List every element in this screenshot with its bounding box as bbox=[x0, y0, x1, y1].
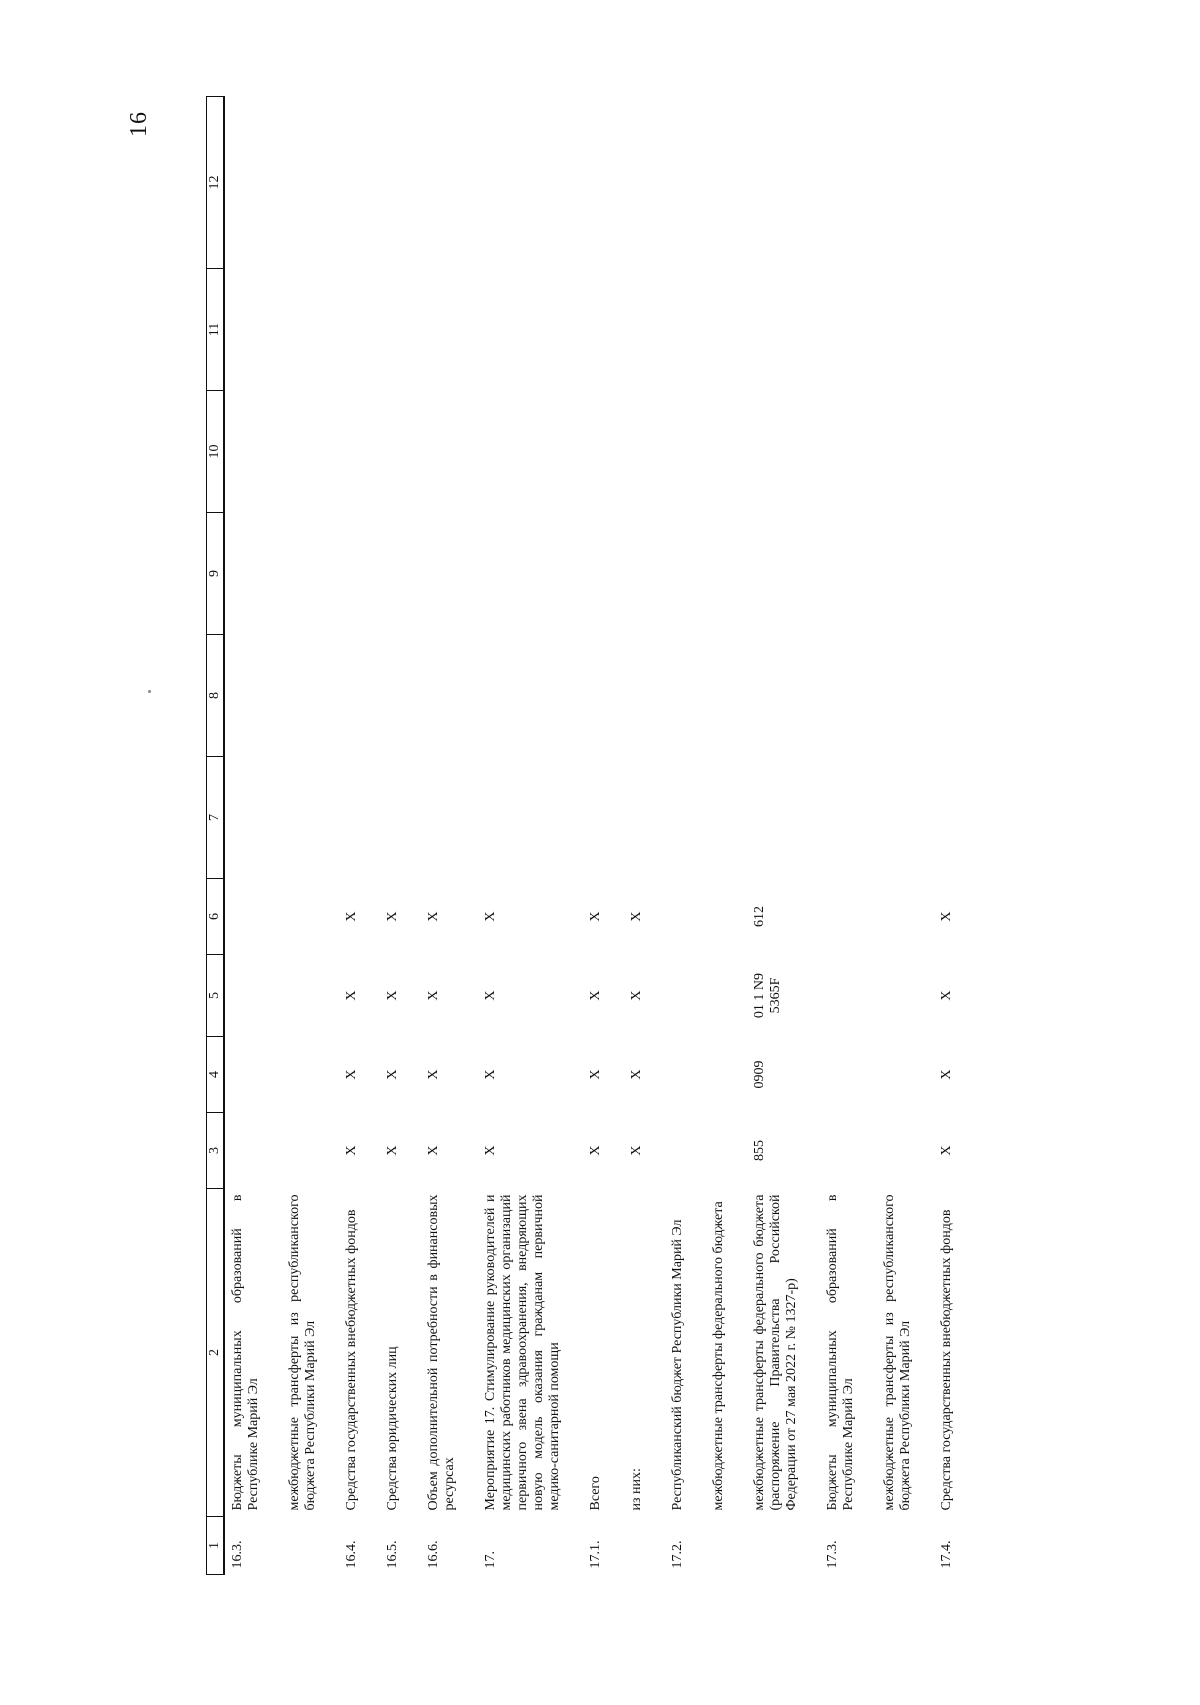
cell-col-9 bbox=[747, 513, 820, 635]
row-description: Объем дополнительной потребности в финансовых ресурсах bbox=[426, 1194, 457, 1511]
cell-col-10 bbox=[339, 391, 380, 513]
cell-col-9 bbox=[380, 513, 421, 635]
cell-col-6 bbox=[706, 879, 747, 955]
cell-col-7 bbox=[747, 757, 820, 879]
table-row bbox=[706, 97, 747, 1575]
cell-col-11 bbox=[478, 269, 583, 391]
cell-col-10 bbox=[665, 391, 706, 513]
cell-col-8 bbox=[624, 635, 665, 757]
cell-col-3 bbox=[224, 1113, 282, 1189]
cell-col-3 bbox=[706, 1113, 747, 1189]
cell-col-3: Х bbox=[426, 1145, 441, 1156]
cell-col-11 bbox=[877, 269, 934, 391]
header-cell: 11 bbox=[207, 269, 225, 391]
cell-col-9 bbox=[877, 513, 934, 635]
row-number: 16.3. bbox=[230, 1540, 245, 1569]
cell-col-12 bbox=[877, 97, 934, 269]
table-row bbox=[478, 97, 583, 1575]
row-number: 17.4. bbox=[939, 1540, 954, 1569]
cell-col-8 bbox=[224, 635, 282, 757]
table-body bbox=[224, 97, 975, 1575]
row-description: Бюджеты муниципальных образований в Республике Марий Эл bbox=[230, 1194, 261, 1511]
cell-col-10 bbox=[478, 391, 583, 513]
cell-col-7 bbox=[820, 757, 877, 879]
cell-col-4: Х bbox=[629, 1069, 644, 1080]
table-row bbox=[224, 97, 282, 1575]
cell-col-6: Х bbox=[588, 911, 603, 922]
row-number: 17.3. bbox=[825, 1540, 840, 1569]
cell-col-3: 855 bbox=[752, 1140, 767, 1161]
cell-col-12 bbox=[820, 97, 877, 269]
header-cell: 9 bbox=[207, 513, 225, 635]
row-number bbox=[706, 1517, 747, 1575]
cell-col-11 bbox=[706, 269, 747, 391]
cell-col-5: Х bbox=[588, 990, 603, 1001]
cell-col-3 bbox=[665, 1113, 706, 1189]
cell-col-12 bbox=[665, 97, 706, 269]
header-cell: 2 bbox=[207, 1189, 225, 1517]
row-number: 16.6. bbox=[426, 1540, 441, 1569]
cell-col-8 bbox=[583, 635, 624, 757]
cell-col-9 bbox=[820, 513, 877, 635]
cell-col-6: 612 bbox=[752, 906, 767, 927]
cell-col-7 bbox=[380, 757, 421, 879]
cell-col-7 bbox=[224, 757, 282, 879]
cell-col-4: Х bbox=[385, 1069, 400, 1080]
cell-col-3: Х bbox=[588, 1145, 603, 1156]
cell-col-4 bbox=[282, 1037, 339, 1113]
cell-col-10 bbox=[706, 391, 747, 513]
cell-col-12 bbox=[421, 97, 478, 269]
row-description: межбюджетные трансферты федерального бюджета (распоряжение Правительства Российской Федерации от 27 мая 2022 г. № 1327-р) bbox=[752, 1194, 799, 1511]
cell-col-6: Х bbox=[385, 911, 400, 922]
cell-col-12 bbox=[624, 97, 665, 269]
cell-col-5: Х bbox=[344, 990, 359, 1001]
cell-col-9 bbox=[934, 513, 975, 635]
cell-col-6 bbox=[820, 879, 877, 955]
row-description: Средства государственных внебюджетных фондов bbox=[344, 1209, 359, 1511]
cell-col-5 bbox=[224, 955, 282, 1037]
row-number: 17.1. bbox=[588, 1540, 603, 1569]
cell-col-4 bbox=[877, 1037, 934, 1113]
row-number: 16.4. bbox=[344, 1540, 359, 1569]
table-row bbox=[624, 97, 665, 1575]
cell-col-9 bbox=[339, 513, 380, 635]
cell-col-4 bbox=[820, 1037, 877, 1113]
cell-col-10 bbox=[747, 391, 820, 513]
row-description: межбюджетные трансферты из республиканского бюджета Республики Марий Эл bbox=[287, 1194, 318, 1511]
table-row bbox=[665, 97, 706, 1575]
cell-col-4: 0909 bbox=[752, 1060, 767, 1089]
header-cell: 4 bbox=[207, 1037, 225, 1113]
cell-col-4 bbox=[665, 1037, 706, 1113]
cell-col-12 bbox=[583, 97, 624, 269]
cell-col-12 bbox=[934, 97, 975, 269]
row-description: Средства юридических лиц bbox=[385, 1346, 400, 1511]
table-row bbox=[282, 97, 339, 1575]
header-cell: 5 bbox=[207, 955, 225, 1037]
cell-col-10 bbox=[820, 391, 877, 513]
cell-col-7 bbox=[877, 757, 934, 879]
row-number: 16.5. bbox=[385, 1540, 400, 1569]
cell-col-3: Х bbox=[385, 1145, 400, 1156]
cell-col-5: 01 1 N9 5365F bbox=[752, 972, 783, 1019]
cell-col-6 bbox=[224, 879, 282, 955]
cell-col-7 bbox=[282, 757, 339, 879]
cell-col-12 bbox=[478, 97, 583, 269]
cell-col-10 bbox=[934, 391, 975, 513]
cell-col-5: Х bbox=[385, 990, 400, 1001]
table-row bbox=[339, 97, 380, 1575]
row-description: Всего bbox=[588, 1476, 603, 1511]
cell-col-8 bbox=[877, 635, 934, 757]
cell-col-10 bbox=[282, 391, 339, 513]
header-cell: 8 bbox=[207, 635, 225, 757]
cell-col-12 bbox=[224, 97, 282, 269]
cell-col-11 bbox=[421, 269, 478, 391]
cell-col-6: Х bbox=[483, 911, 498, 922]
cell-col-9 bbox=[478, 513, 583, 635]
cell-col-7 bbox=[934, 757, 975, 879]
cell-col-6: Х bbox=[344, 911, 359, 922]
cell-col-8 bbox=[820, 635, 877, 757]
cell-col-6 bbox=[282, 879, 339, 955]
row-number bbox=[877, 1517, 934, 1575]
cell-col-5: Х bbox=[483, 990, 498, 1001]
cell-col-7 bbox=[339, 757, 380, 879]
row-number bbox=[624, 1517, 665, 1575]
cell-col-6 bbox=[877, 879, 934, 955]
header-cell: 6 bbox=[207, 879, 225, 955]
cell-col-8 bbox=[665, 635, 706, 757]
cell-col-8 bbox=[934, 635, 975, 757]
column-number-header bbox=[207, 97, 225, 1575]
cell-col-8 bbox=[380, 635, 421, 757]
page-number: 16 bbox=[126, 111, 152, 137]
cell-col-4: Х bbox=[939, 1069, 954, 1080]
row-description: Мероприятие 17. Стимулирование руководителей и медицинских работников медицинских организаций первичного звена здравоохранения, внедряющих новую модель оказания гражданам первичной медико-санитарной помощи bbox=[483, 1194, 562, 1511]
cell-col-7 bbox=[421, 757, 478, 879]
cell-col-3 bbox=[282, 1113, 339, 1189]
row-description: межбюджетные трансферты федерального бюджета bbox=[711, 1201, 726, 1511]
cell-col-9 bbox=[224, 513, 282, 635]
cell-col-7 bbox=[583, 757, 624, 879]
cell-col-5: Х bbox=[629, 990, 644, 1001]
cell-col-9 bbox=[421, 513, 478, 635]
cell-col-11 bbox=[282, 269, 339, 391]
row-description: из них: bbox=[629, 1468, 644, 1511]
row-number: 17.2. bbox=[670, 1540, 685, 1569]
cell-col-4: Х bbox=[344, 1069, 359, 1080]
cell-col-10 bbox=[380, 391, 421, 513]
table-row bbox=[380, 97, 421, 1575]
cell-col-3: Х bbox=[629, 1145, 644, 1156]
table-row bbox=[934, 97, 975, 1575]
cell-col-10 bbox=[624, 391, 665, 513]
row-number bbox=[282, 1517, 339, 1575]
cell-col-5 bbox=[820, 955, 877, 1037]
header-cell: 12 bbox=[207, 97, 225, 269]
cell-col-4 bbox=[706, 1037, 747, 1113]
cell-col-3 bbox=[877, 1113, 934, 1189]
cell-col-3 bbox=[820, 1113, 877, 1189]
cell-col-9 bbox=[624, 513, 665, 635]
cell-col-8 bbox=[478, 635, 583, 757]
cell-col-11 bbox=[665, 269, 706, 391]
table-row bbox=[583, 97, 624, 1575]
row-description: межбюджетные трансферты из республиканского бюджета Республики Марий Эл bbox=[882, 1194, 913, 1511]
cell-col-6 bbox=[665, 879, 706, 955]
cell-col-9 bbox=[706, 513, 747, 635]
cell-col-6: Х bbox=[629, 911, 644, 922]
cell-col-12 bbox=[282, 97, 339, 269]
cell-col-5 bbox=[282, 955, 339, 1037]
cell-col-9 bbox=[583, 513, 624, 635]
cell-col-4: Х bbox=[588, 1069, 603, 1080]
row-description: Республиканский бюджет Республики Марий Эл bbox=[670, 1219, 685, 1511]
cell-col-8 bbox=[339, 635, 380, 757]
scan-artifact bbox=[148, 690, 151, 693]
cell-col-12 bbox=[706, 97, 747, 269]
cell-col-3: Х bbox=[483, 1145, 498, 1156]
cell-col-11 bbox=[820, 269, 877, 391]
cell-col-12 bbox=[747, 97, 820, 269]
cell-col-8 bbox=[747, 635, 820, 757]
cell-col-10 bbox=[583, 391, 624, 513]
cell-col-7 bbox=[624, 757, 665, 879]
cell-col-8 bbox=[282, 635, 339, 757]
cell-col-10 bbox=[224, 391, 282, 513]
header-cell: 3 bbox=[207, 1113, 225, 1189]
cell-col-7 bbox=[478, 757, 583, 879]
cell-col-3: Х bbox=[344, 1145, 359, 1156]
cell-col-11 bbox=[380, 269, 421, 391]
table-row bbox=[747, 97, 820, 1575]
cell-col-10 bbox=[421, 391, 478, 513]
cell-col-5: Х bbox=[939, 990, 954, 1001]
row-description: Средства государственных внебюджетных фондов bbox=[939, 1209, 954, 1511]
row-number: 17. bbox=[483, 1551, 498, 1569]
cell-col-11 bbox=[747, 269, 820, 391]
cell-col-5 bbox=[665, 955, 706, 1037]
cell-col-5 bbox=[877, 955, 934, 1037]
cell-col-6: Х bbox=[939, 911, 954, 922]
cell-col-12 bbox=[380, 97, 421, 269]
header-cell: 1 bbox=[207, 1517, 225, 1575]
table-row bbox=[877, 97, 934, 1575]
cell-col-11 bbox=[624, 269, 665, 391]
cell-col-4 bbox=[224, 1037, 282, 1113]
cell-col-4: Х bbox=[483, 1069, 498, 1080]
budget-table bbox=[206, 96, 975, 1575]
header-cell: 7 bbox=[207, 757, 225, 879]
row-description: Бюджеты муниципальных образований в Республике Марий Эл bbox=[825, 1194, 856, 1511]
header-cell: 10 bbox=[207, 391, 225, 513]
table-row bbox=[421, 97, 478, 1575]
cell-col-7 bbox=[665, 757, 706, 879]
cell-col-3: Х bbox=[939, 1145, 954, 1156]
cell-col-11 bbox=[583, 269, 624, 391]
cell-col-10 bbox=[877, 391, 934, 513]
cell-col-12 bbox=[339, 97, 380, 269]
row-number bbox=[747, 1517, 820, 1575]
cell-col-8 bbox=[421, 635, 478, 757]
cell-col-8 bbox=[706, 635, 747, 757]
cell-col-11 bbox=[934, 269, 975, 391]
cell-col-9 bbox=[282, 513, 339, 635]
cell-col-7 bbox=[706, 757, 747, 879]
table-row bbox=[820, 97, 877, 1575]
cell-col-5 bbox=[706, 955, 747, 1037]
cell-col-11 bbox=[224, 269, 282, 391]
cell-col-11 bbox=[339, 269, 380, 391]
cell-col-5: Х bbox=[426, 990, 441, 1001]
cell-col-9 bbox=[665, 513, 706, 635]
cell-col-4: Х bbox=[426, 1069, 441, 1080]
cell-col-6: Х bbox=[426, 911, 441, 922]
